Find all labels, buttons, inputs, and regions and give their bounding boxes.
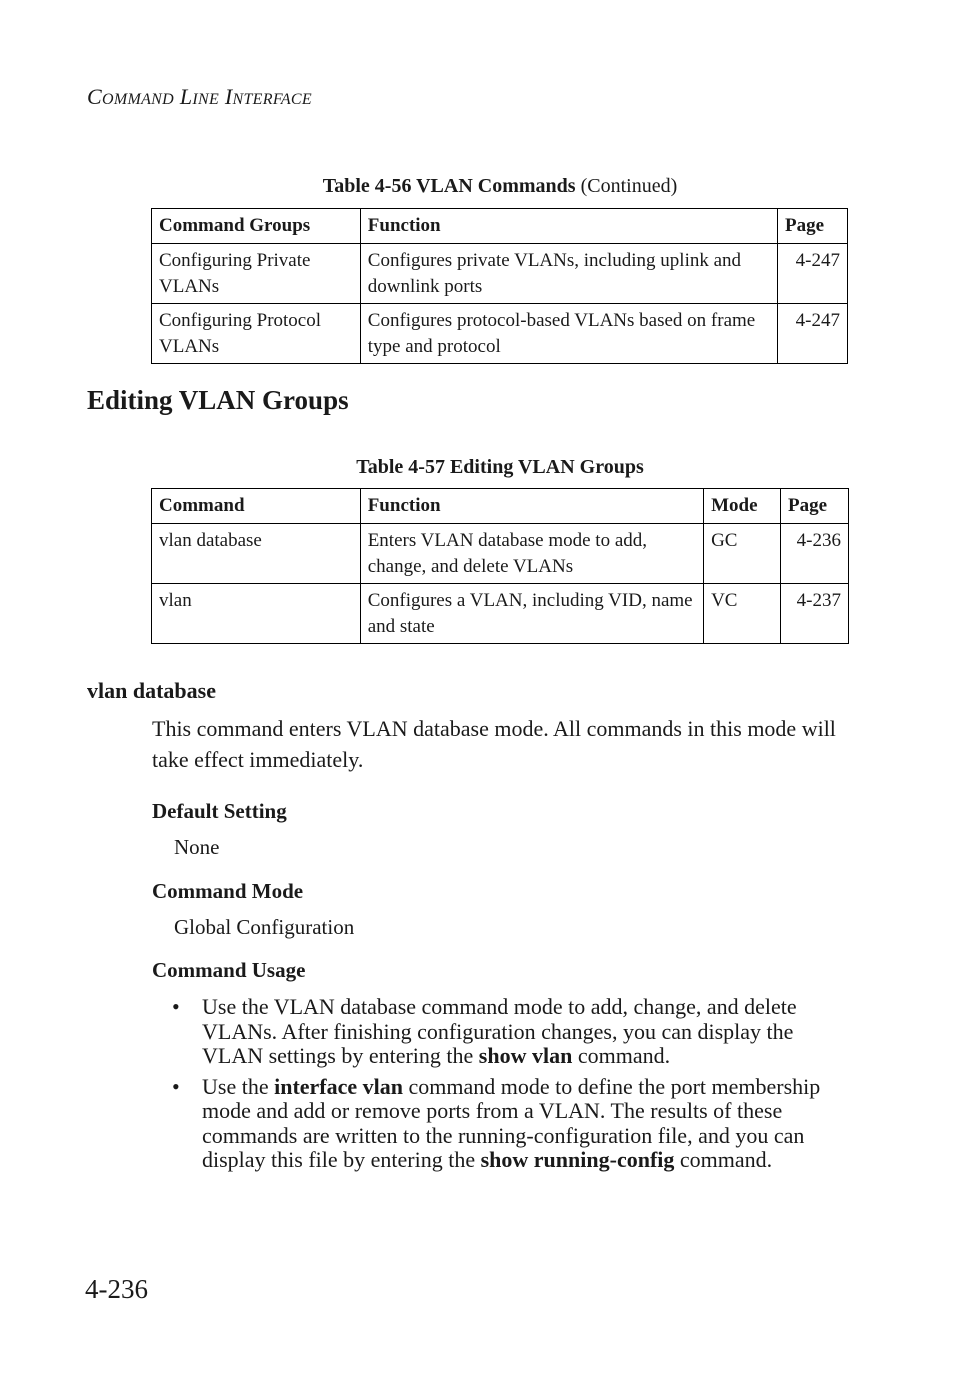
usage-text: Use the VLAN database command mode to add, change, and delete VLANs. After finishing configuration changes, you can display the VLAN settings by entering the xyxy=(202,994,797,1068)
header-word-1: COMMAND xyxy=(87,84,174,109)
table-cell: Configures protocol-based VLANs based on frame type and protocol xyxy=(360,304,777,364)
table-cell: Configures a VLAN, including VID, name and state xyxy=(360,584,703,644)
page-number: 4-236 xyxy=(85,1274,148,1304)
col-header: Command xyxy=(152,489,361,524)
table-cell: 4-237 xyxy=(781,584,849,644)
table2-caption: Table 4-57 Editing VLAN Groups xyxy=(356,456,644,478)
table1-caption: Table 4-56 VLAN Commands (Continued) xyxy=(322,175,678,197)
col-header: Function xyxy=(360,489,703,524)
list-item xyxy=(172,1075,852,1173)
command-usage-label: Command Usage xyxy=(152,958,306,982)
bullet-icon: • xyxy=(172,994,180,1019)
running-header xyxy=(87,84,312,110)
subsection-title: vlan database xyxy=(87,678,216,703)
table-cell: Configures private VLANs, including uplink and downlink ports xyxy=(360,244,777,304)
command-keyword: interface vlan xyxy=(274,1073,403,1099)
table-cell: vlan database xyxy=(152,524,361,584)
command-keyword: show vlan xyxy=(478,1043,573,1068)
table-cell: VC xyxy=(704,584,781,644)
col-header: Page xyxy=(778,209,848,244)
table-cell: 4-236 xyxy=(781,524,849,584)
col-header: Function xyxy=(360,209,777,244)
table-row xyxy=(152,524,849,584)
usage-text: command. xyxy=(572,1043,671,1068)
command-mode-value: Global Configuration xyxy=(174,915,355,939)
list-item xyxy=(172,995,852,1069)
table-cell: GC xyxy=(704,524,781,584)
table-cell: Configuring Private VLANs xyxy=(152,244,361,304)
usage-text: command. xyxy=(674,1147,773,1172)
table-row xyxy=(152,584,849,644)
table-row xyxy=(152,244,848,304)
table-cell: vlan xyxy=(152,584,361,644)
editing-vlan-groups-table xyxy=(151,488,849,644)
table-cell: 4-247 xyxy=(778,244,848,304)
table-cell: Enters VLAN database mode to add, change, and delete VLANs xyxy=(360,524,703,584)
table-cell: 4-247 xyxy=(778,304,848,364)
default-setting-value: None xyxy=(174,835,220,859)
usage-text: Use the xyxy=(202,1073,275,1099)
header-word-3: INTERFACE xyxy=(224,84,312,109)
header-word-2: LINE xyxy=(179,84,220,109)
command-mode-label: Command Mode xyxy=(152,879,304,903)
bullet-icon: • xyxy=(172,1073,180,1099)
col-header: Command Groups xyxy=(152,209,361,244)
table-cell: Configuring Protocol VLANs xyxy=(152,304,361,364)
default-setting-label: Default Setting xyxy=(152,799,287,823)
usage-text: command mode to define the port membership mode and add or remove ports from a VLAN. The results of these commands are written to the running-configuration file, and you can display this file by entering the xyxy=(202,1073,821,1172)
command-keyword: show running-config xyxy=(480,1147,675,1172)
command-usage-list xyxy=(172,995,852,1179)
table-row xyxy=(152,304,848,364)
col-header: Page xyxy=(781,489,849,524)
col-header: Mode xyxy=(704,489,781,524)
command-description: This command enters VLAN database mode. All commands in this mode will take effect immediately. xyxy=(152,716,836,772)
table-header-row xyxy=(152,209,848,244)
section-title: Editing VLAN Groups xyxy=(87,385,349,415)
table-header-row xyxy=(152,489,849,524)
vlan-commands-table xyxy=(151,208,848,364)
